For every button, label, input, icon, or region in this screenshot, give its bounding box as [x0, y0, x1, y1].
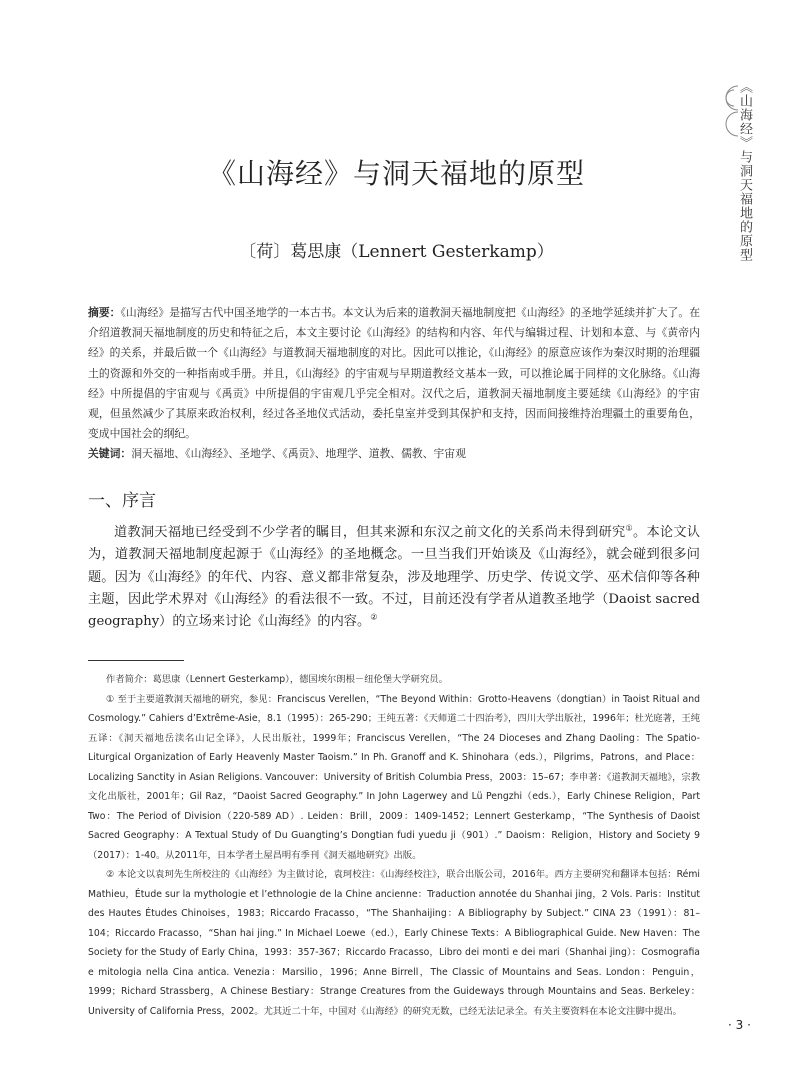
abstract-label: 摘要：: [88, 306, 121, 319]
running-header: 《山海经》与洞天福地的原型: [737, 80, 752, 262]
footnote-ref-2[interactable]: ②: [370, 612, 378, 622]
author-line: 〔荷〕葛思康（Lennert Gesterkamp）: [239, 242, 554, 262]
section-heading: 一、序言: [88, 491, 156, 511]
footnotes: [88, 670, 700, 1021]
footnote-2-text: 本论文以袁珂先生所校注的《山海经》为主做讨论，袁珂校注：《山海经校注》，联合出版公司，2016年。西方主要研究和翻译本包括：Rémi Mathieu，Étude sur la mythologie et l’ethnologie de la Chine ancienne：Traduction annotée du Shanhai jing，2 Vols. Paris：Institut des Hautes Études Chinoises，1983；Riccardo Fracasso，“The Shanhaijing：A Bibliography by Subject.” CINA 23（1991）：81–104；Riccardo Fracasso，“Shan hai jing.” In Michael Loewe（ed.），Early Chinese Texts：A Bibliographical Guide. New Haven：The Society for the Study of Early China，1993：357-367；Riccardo Fracasso，Libro dei monti e dei mari（Shanhai jing）：Cosmografia e mitologia nella Cina antica. Venezia：Marsilio，1996；Anne Birrell，The Classic of Mountains and Seas. London：Penguin，1999；Richard Strassberg，A Chinese Bestiary：Strange Creatures from the Guideways through Mountains and Seas. Berkeley：University of California Press，2002。尤其近二十年，中国对《山海经》的研究无数，已经无法记录全。有关主要资料在本论文注脚中提出。: [88, 869, 700, 1017]
footnote-2-mark: ②: [106, 869, 115, 880]
author-note-label: 作者简介：: [106, 674, 153, 685]
footnote-divider: [88, 660, 184, 661]
keywords-text: 洞天福地、《山海经》、圣地学、《禹贡》、地理学、道教、儒教、宇宙观: [131, 447, 466, 460]
body-text-b: 。本论文认为，道教洞天福地制度起源于《山海经》的圣地概念。一旦当我们开始谈及《山海经》，就会碰到很多问题。因为《山海经》的年代、内容、意义都非常复杂，涉及地理学、历史学、传说文学、巫术信仰等各种主题，因此学术界对《山海经》的看法很不一致。不过，目前还没有学者从道教圣地学（Daoist sacred geography）的立场来讨论《山海经》的内容。: [88, 525, 701, 630]
body-paragraph: [88, 522, 700, 633]
body-text-a: 道教洞天福地已经受到不少学者的瞩目，但其来源和东汉之前文化的关系尚未得到研究: [114, 525, 626, 540]
footnote-ref-1[interactable]: ①: [625, 523, 633, 533]
footnote-1: [88, 690, 700, 866]
keywords: [88, 444, 700, 464]
footnote-2: [88, 865, 700, 1021]
footnote-1-text: 至于主要道教洞天福地的研究，参见：Franciscus Verellen，“The Beyond Within：Grotto-Heavens（dongtian）in Taoist Ritual and Cosmology.” Cahiers d’Extrême-Asie，8.1（1995）：265-290；王纯五著：《天师道二十四治考》，四川大学出版社，1996年；杜光庭著，王纯五译：《洞天福地岳渎名山记全译》，人民出版社，1999年；Franciscus Verellen，“The 24 Dioceses and Zhang Daoling：The Spatio-Liturgical Organization of Early Heavenly Master Taoism.” In Ph. Granoff and K. Shinohara（eds.），Pilgrims，Patrons，and Place：Localizing Sanctity in Asian Religions. Vancouver：University of British Columbia Press，2003：15–67；李申著：《道教洞天福地》，宗教文化出版社，2001年；Gil Raz，“Daoist Sacred Geography.” In John Lagerwey and Lü Pengzhi（eds.），Early Chinese Religion，Part Two：The Period of Division（220-589 AD）. Leiden：Brill，2009：1409-1452；Lennert Gesterkamp，“The Synthesis of Daoist Sacred Geography：A Textual Study of Du Guangting’s Dongtian fudi yuedu ji（901）.” Daoism：Religion，History and Society 9（2017）：1-40。从2011年，日本学者土屋昌明有季刊《洞天福地研究》出版。: [88, 693, 700, 861]
footnote-1-mark: ①: [106, 693, 115, 705]
abstract-text: 《山海经》是描写古代中国圣地学的一本古书。本文认为后来的道教洞天福地制度把《山海经》的圣地学延续并扩大了。在介绍道教洞天福地制度的历史和特征之后，本文主要讨论《山海经》的结构和内容、年代与编辑过程、计划和本意、与《黄帝内经》的关系，并最后做一个《山海经》与道教洞天福地制度的对比。因此可以推论，《山海经》的原意应该作为秦汉时期的治理疆土的资源和外交的一种指南或手册。并且，《山海经》的宇宙观与早期道教经文基本一致，可以推论属于同样的文化脉络。《山海经》中所提倡的宇宙观与《禹贡》中所提倡的宇宙观几乎完全相对。汉代之后，道教洞天福地制度主要延续《山海经》的宇宙观，但虽然减少了其原来政治权利，经过各圣地仪式活动，委托皇室并受到其保护和支持，因而间接维持治理疆土的重要角色，变成中国社会的纲纪。: [88, 306, 700, 441]
author-note: [88, 670, 700, 690]
abstract: [88, 303, 700, 444]
author-note-text: 葛思康（Lennert Gesterkamp），德国埃尔朗根－纽伦堡大学研究员。: [152, 674, 448, 685]
article-title: 《山海经》与洞天福地的原型: [207, 157, 585, 190]
page-number: · 3 ·: [728, 1018, 751, 1032]
keywords-label: 关键词：: [88, 447, 132, 460]
